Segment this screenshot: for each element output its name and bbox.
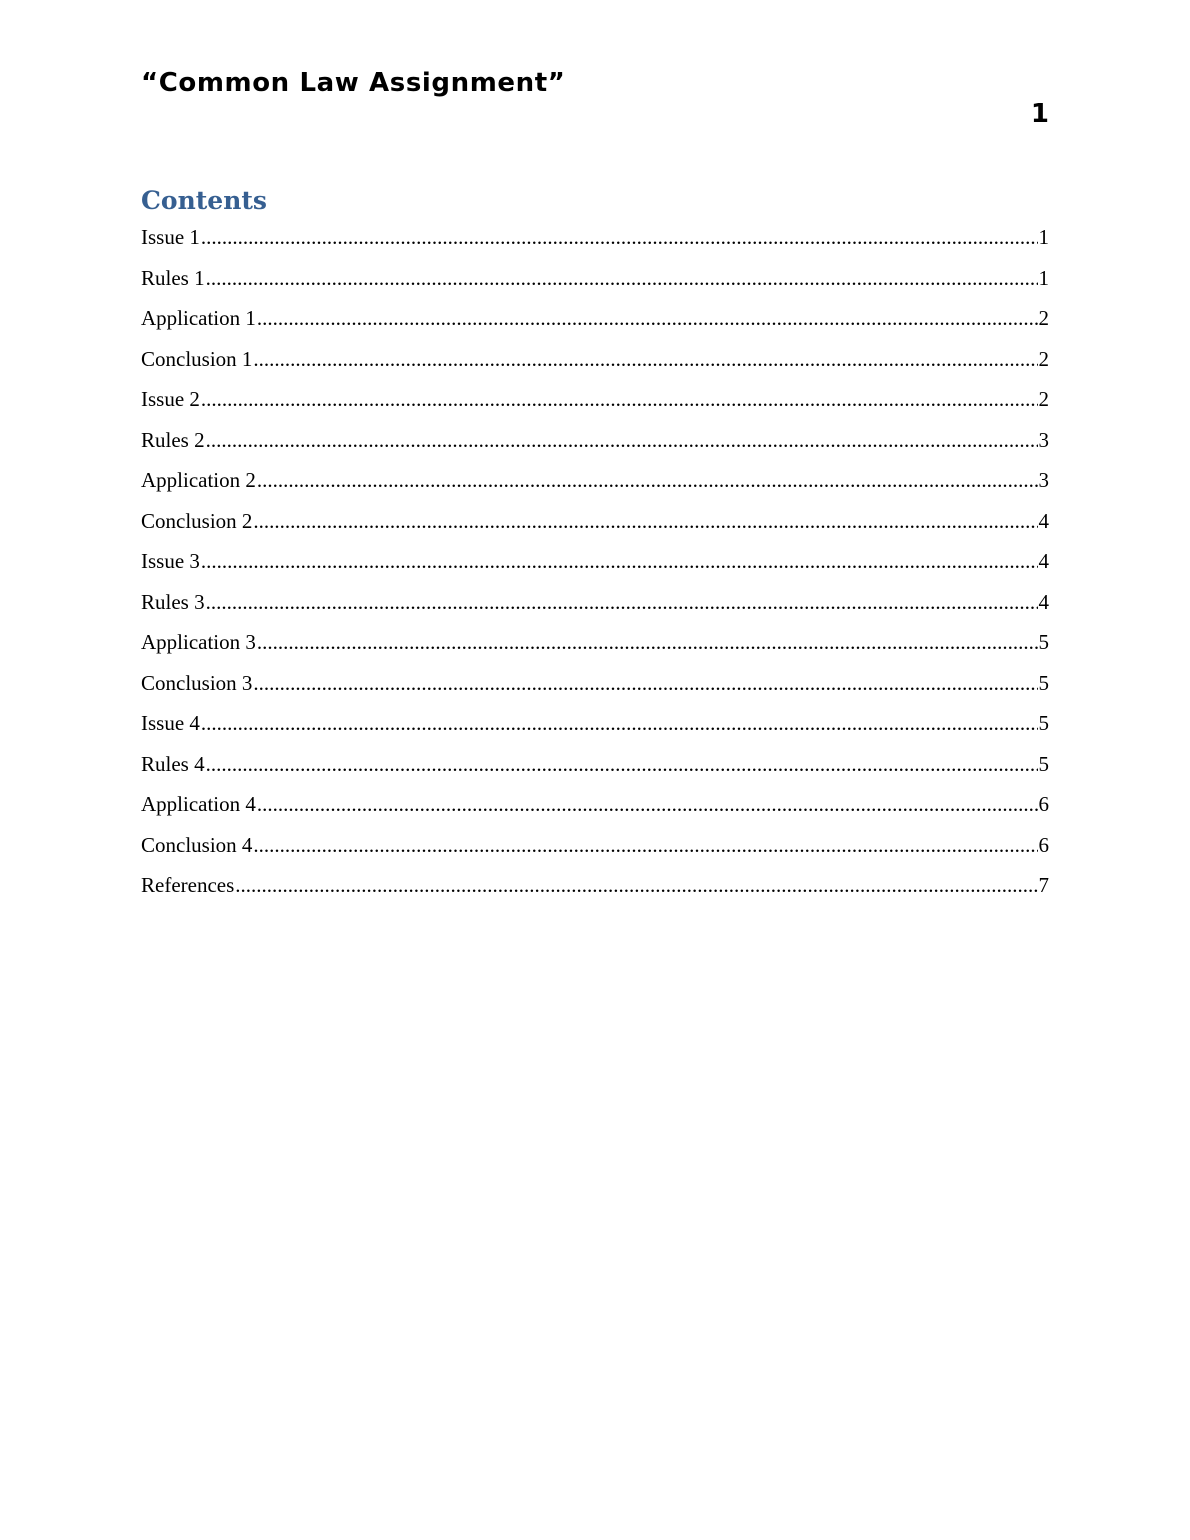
toc-entry-issue-4[interactable] (141, 709, 1049, 750)
toc-entry-application-2[interactable] (141, 466, 1049, 507)
toc-entry-application-3[interactable] (141, 628, 1049, 669)
toc-dot-leader (257, 790, 1038, 818)
toc-entry-page: 2 (1038, 306, 1049, 330)
toc-dot-leader (201, 223, 1038, 251)
toc-dot-leader (257, 466, 1038, 494)
toc-entry-references[interactable] (141, 871, 1049, 912)
toc-entry-page: 3 (1038, 468, 1049, 492)
toc-entry-page: 6 (1038, 792, 1049, 816)
toc-dot-leader (253, 669, 1037, 697)
toc-entry-issue-1[interactable] (141, 223, 1049, 264)
toc-dot-leader (206, 750, 1038, 778)
toc-dot-leader (235, 871, 1037, 899)
toc-entry-label: Conclusion 2 (141, 508, 253, 533)
toc-entry-label: Application 2 (141, 468, 256, 492)
toc-dot-leader (206, 588, 1038, 616)
toc-entry-label: Rules 1 (141, 265, 205, 290)
toc-dot-leader (201, 709, 1038, 737)
toc-dot-leader (253, 345, 1037, 373)
toc-entry-label: Rules 4 (141, 751, 205, 776)
page-number: 1 (1030, 99, 1049, 129)
toc-entry-page: 5 (1038, 670, 1049, 695)
toc-entry-page: 2 (1038, 346, 1049, 371)
toc-entry-issue-3[interactable] (141, 547, 1049, 588)
toc-entry-rules-1[interactable] (141, 264, 1049, 305)
toc-entry-label: Conclusion 4 (141, 832, 253, 857)
toc-entry-page: 3 (1038, 427, 1049, 452)
toc-entry-label: Conclusion 1 (141, 346, 253, 371)
toc-entry-conclusion-4[interactable] (141, 831, 1049, 872)
toc-dot-leader (253, 831, 1037, 859)
toc-dot-leader (257, 628, 1038, 656)
toc-dot-leader (201, 385, 1038, 413)
toc-entry-page: 5 (1038, 630, 1049, 654)
toc-entry-label: Issue 1 (141, 225, 200, 249)
toc-entry-page: 4 (1038, 549, 1049, 573)
toc-entry-page: 1 (1038, 225, 1049, 249)
toc-entry-page: 5 (1038, 711, 1049, 735)
toc-entry-page: 7 (1038, 873, 1049, 897)
toc-entry-conclusion-3[interactable] (141, 669, 1049, 710)
toc-entry-rules-4[interactable] (141, 750, 1049, 791)
toc-entry-label: Conclusion 3 (141, 670, 253, 695)
toc-heading: Contents (141, 186, 268, 215)
toc-dot-leader (206, 426, 1038, 454)
toc-entry-page: 5 (1038, 751, 1049, 776)
toc-entry-label: Application 4 (141, 792, 256, 816)
toc-entry-label: Rules 3 (141, 589, 205, 614)
toc-dot-leader (206, 264, 1038, 292)
toc-entry-label: Rules 2 (141, 427, 205, 452)
toc-entry-page: 1 (1038, 265, 1049, 290)
toc-entry-page: 4 (1038, 589, 1049, 614)
table-of-contents (141, 223, 1049, 912)
toc-dot-leader (257, 304, 1038, 332)
toc-entry-label: Application 1 (141, 306, 256, 330)
toc-entry-application-1[interactable] (141, 304, 1049, 345)
toc-entry-rules-2[interactable] (141, 426, 1049, 467)
toc-entry-page: 4 (1038, 508, 1049, 533)
toc-entry-conclusion-2[interactable] (141, 507, 1049, 548)
toc-dot-leader (253, 507, 1037, 535)
toc-entry-label: References (141, 873, 235, 897)
toc-entry-rules-3[interactable] (141, 588, 1049, 629)
toc-entry-label: Issue 4 (141, 711, 200, 735)
toc-entry-label: Application 3 (141, 630, 256, 654)
toc-dot-leader (201, 547, 1038, 575)
toc-entry-issue-2[interactable] (141, 385, 1049, 426)
toc-entry-label: Issue 3 (141, 549, 200, 573)
toc-entry-page: 6 (1038, 832, 1049, 857)
header-title: “Common Law Assignment” (141, 68, 566, 98)
toc-entry-application-4[interactable] (141, 790, 1049, 831)
toc-entry-label: Issue 2 (141, 387, 200, 411)
toc-entry-conclusion-1[interactable] (141, 345, 1049, 386)
toc-entry-page: 2 (1038, 387, 1049, 411)
